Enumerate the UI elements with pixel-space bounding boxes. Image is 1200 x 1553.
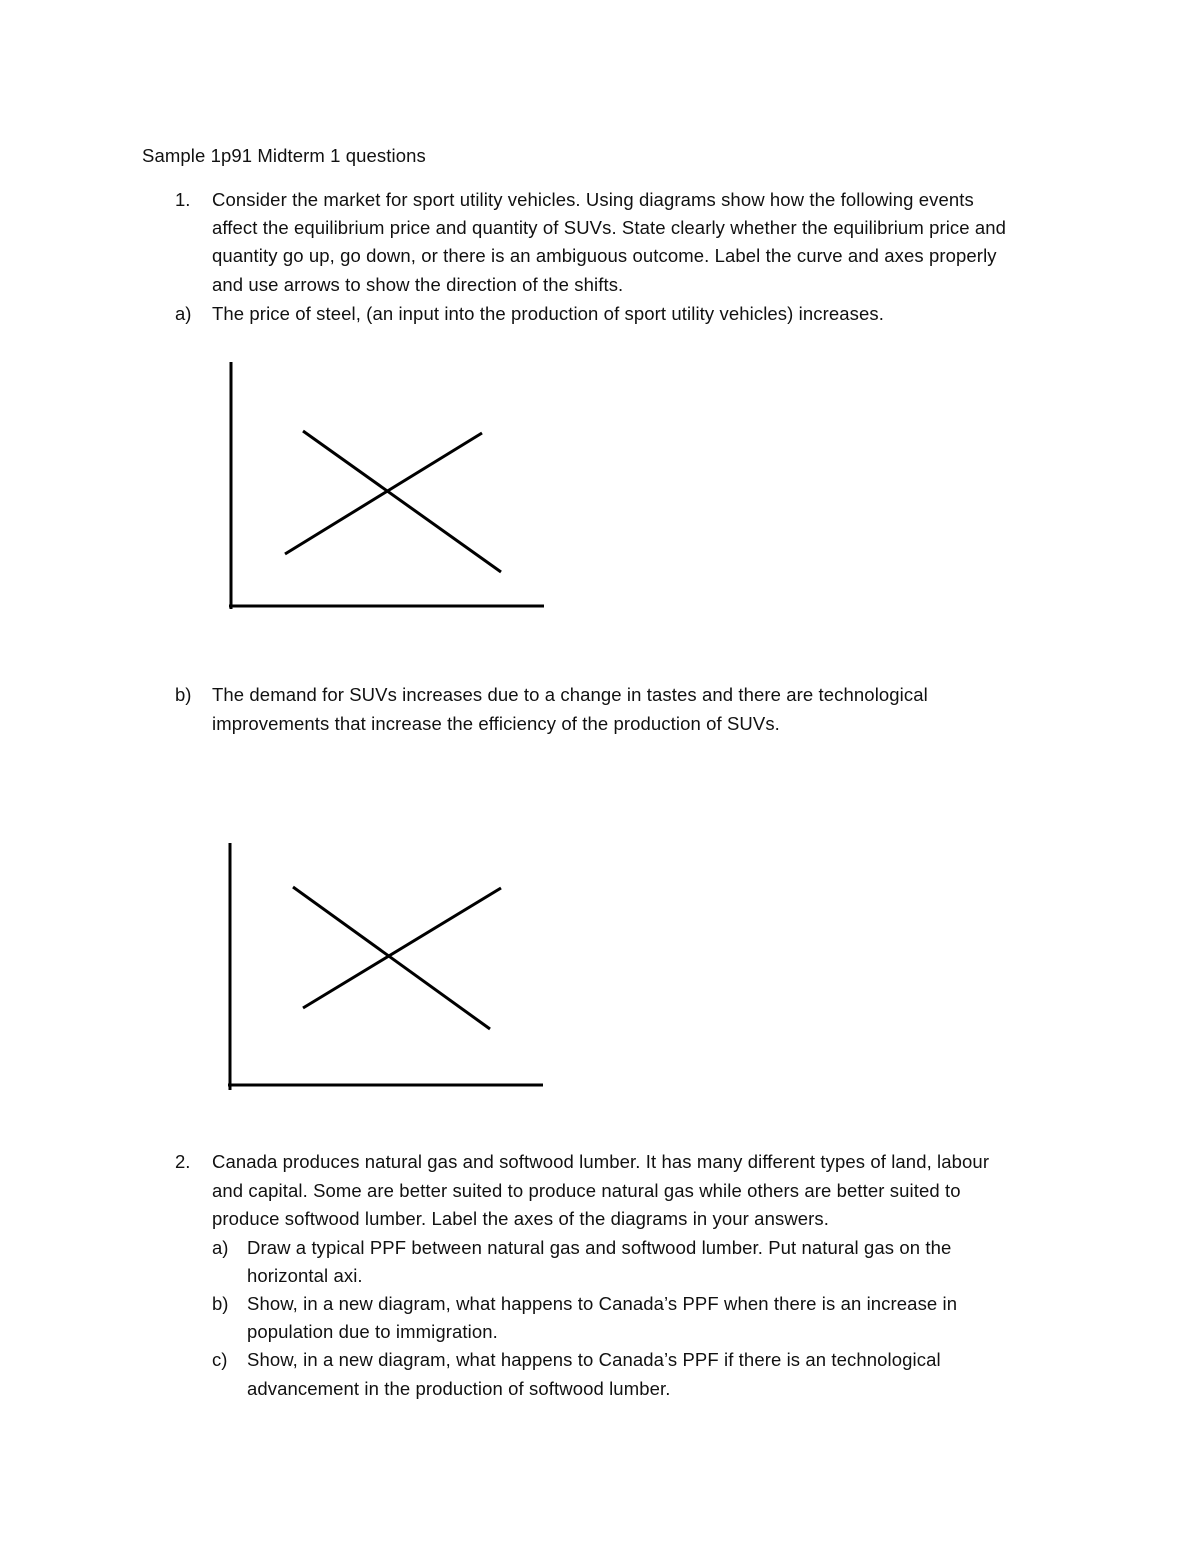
question-1-number: 1. xyxy=(175,189,191,210)
question-2-number: 2. xyxy=(175,1151,191,1172)
question-2c-marker: c) xyxy=(212,1349,228,1370)
question-1-line-1: Consider the market for sport utility vehicles. Using diagrams show how the following events xyxy=(212,189,974,210)
question-2-line-2: and capital. Some are better suited to produce natural gas while others are better suited to xyxy=(212,1180,961,1201)
question-2a-line-1: Draw a typical PPF between natural gas and softwood lumber. Put natural gas on the xyxy=(247,1237,952,1258)
question-2-line-3: produce softwood lumber. Label the axes of the diagrams in your answers. xyxy=(212,1208,830,1229)
question-2b-marker: b) xyxy=(212,1293,229,1314)
question-1-line-3: quantity go up, go down, or there is an ambiguous outcome. Label the curve and axes properly xyxy=(212,245,997,266)
question-1b-line-2: improvements that increase the efficiency of the production of SUVs. xyxy=(212,713,780,734)
question-2a-line-2: horizontal axi. xyxy=(247,1265,363,1286)
question-1a-text: The price of steel, (an input into the production of sport utility vehicles) increases. xyxy=(212,303,884,324)
question-2c-line-2: advancement in the production of softwood lumber. xyxy=(247,1378,671,1399)
question-2a-marker: a) xyxy=(212,1237,229,1258)
page-title: Sample 1p91 Midterm 1 questions xyxy=(142,145,426,166)
diagram-1b-supply-curve xyxy=(303,888,501,1008)
question-1b-marker: b) xyxy=(175,684,192,705)
diagram-1b-demand-curve xyxy=(293,887,490,1029)
question-2c-line-1: Show, in a new diagram, what happens to Canada’s PPF if there is an technological xyxy=(247,1349,941,1370)
question-2b-line-1: Show, in a new diagram, what happens to Canada’s PPF when there is an increase in xyxy=(247,1293,958,1314)
question-1-line-4: and use arrows to show the direction of the shifts. xyxy=(212,274,624,295)
question-1b-line-1: The demand for SUVs increases due to a change in tastes and there are technological xyxy=(212,684,928,705)
question-1-line-2: affect the equilibrium price and quantity of SUVs. State clearly whether the equilibrium price and xyxy=(212,217,1007,238)
question-2b-line-2: population due to immigration. xyxy=(247,1321,498,1342)
question-1a-marker: a) xyxy=(175,303,192,324)
question-2-line-1: Canada produces natural gas and softwood lumber. It has many different types of land, labour xyxy=(212,1151,990,1172)
